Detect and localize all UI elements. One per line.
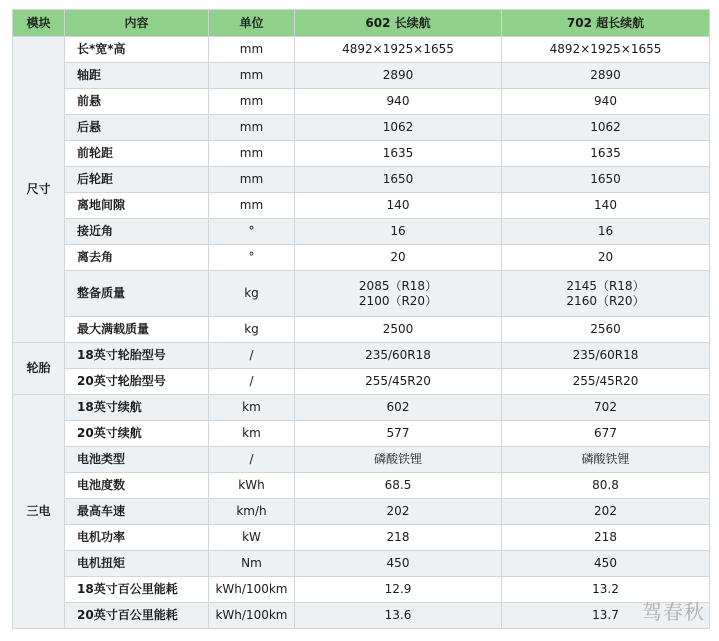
unit-cell: kg xyxy=(209,317,295,343)
table-row xyxy=(13,395,710,421)
unit-cell: km/h xyxy=(209,499,295,525)
v702-value: 2145（R18） xyxy=(566,278,645,293)
v602-value-cell xyxy=(295,271,502,317)
v702-value-cell xyxy=(502,395,710,421)
table-row xyxy=(13,499,710,525)
v702-value-cell xyxy=(502,219,710,245)
item-cell: 前轮距 xyxy=(65,141,209,167)
v602-value-cell xyxy=(295,193,502,219)
v702-value-cell xyxy=(502,577,710,603)
v602-value: 1650 xyxy=(382,172,414,186)
unit-cell: mm xyxy=(209,115,295,141)
v602-value-cell xyxy=(295,89,502,115)
unit-cell: mm xyxy=(209,193,295,219)
v702-value: 1650 xyxy=(590,172,621,186)
item-cell: 最大满载质量 xyxy=(65,317,209,343)
table-row xyxy=(13,245,710,271)
table-row xyxy=(13,37,710,63)
unit-cell: kWh/100km xyxy=(209,603,295,629)
v602-value: 1062 xyxy=(382,120,414,134)
unit-cell: / xyxy=(209,447,295,473)
table-row xyxy=(13,577,710,603)
v602-value-cell xyxy=(295,343,502,369)
item-cell: 前悬 xyxy=(65,89,209,115)
unit-cell: mm xyxy=(209,167,295,193)
v702-value: 2890 xyxy=(590,68,621,82)
item-cell: 电池类型 xyxy=(65,447,209,473)
v702-value: 235/60R18 xyxy=(572,348,639,362)
v602-value-cell xyxy=(295,369,502,395)
table-row xyxy=(13,343,710,369)
v602-value: 577 xyxy=(386,426,410,440)
v602-value-cell xyxy=(295,317,502,343)
v702-value-cell xyxy=(502,193,710,219)
v702-value: 13.7 xyxy=(592,608,619,622)
unit-cell: mm xyxy=(209,89,295,115)
unit-cell: Nm xyxy=(209,551,295,577)
v602-value-cell xyxy=(295,499,502,525)
v602-value-cell xyxy=(295,421,502,447)
v602-value-cell xyxy=(295,603,502,629)
v702-value: 255/45R20 xyxy=(572,374,639,388)
spec-table xyxy=(12,9,710,629)
v702-value-cell xyxy=(502,141,710,167)
v602-value-cell xyxy=(295,447,502,473)
v702-value: 1635 xyxy=(590,146,621,160)
table-row xyxy=(13,141,710,167)
v702-value-cell xyxy=(502,245,710,271)
v702-value: 20 xyxy=(597,250,614,264)
v602-value: 602 xyxy=(386,400,410,414)
v702-value-cell xyxy=(502,37,710,63)
v602-value: 218 xyxy=(386,530,410,544)
v602-value-cell xyxy=(295,167,502,193)
v702-value: 磷酸铁锂 xyxy=(581,452,630,466)
table-row xyxy=(13,551,710,577)
v702-value-cell xyxy=(502,89,710,115)
unit-cell: / xyxy=(209,369,295,395)
v702-value: 13.2 xyxy=(592,582,619,596)
item-cell: 18英寸轮胎型号 xyxy=(65,343,209,369)
v702-value: 218 xyxy=(594,530,617,544)
v702-value: 16 xyxy=(597,224,614,238)
header-unit: 单位 xyxy=(209,10,295,37)
v702-value: 140 xyxy=(594,198,617,212)
v602-value: 235/60R18 xyxy=(365,348,431,362)
header-row xyxy=(13,10,710,37)
v702-value: 2560 xyxy=(590,322,621,336)
v602-value: 2890 xyxy=(382,68,414,82)
item-cell: 离地间隙 xyxy=(65,193,209,219)
v702-value-cell xyxy=(502,167,710,193)
v602-value-cell xyxy=(295,63,502,89)
item-cell: 20英寸续航 xyxy=(65,421,209,447)
v602-value: 255/45R20 xyxy=(365,374,431,388)
table-row xyxy=(13,447,710,473)
item-cell: 整备质量 xyxy=(65,271,209,317)
v602-value-cell xyxy=(295,141,502,167)
v602-value: 68.5 xyxy=(384,478,412,492)
v702-value-cell xyxy=(502,369,710,395)
v602-value-cell xyxy=(295,395,502,421)
v602-value-cell xyxy=(295,245,502,271)
item-cell: 离去角 xyxy=(65,245,209,271)
v702-value-cell xyxy=(502,317,710,343)
table-row xyxy=(13,603,710,629)
item-cell: 最高车速 xyxy=(65,499,209,525)
v602-value-cell xyxy=(295,219,502,245)
v702-value-cell xyxy=(502,499,710,525)
v602-value-cell xyxy=(295,525,502,551)
v602-value-cell xyxy=(295,473,502,499)
unit-cell: kWh/100km xyxy=(209,577,295,603)
v602-value: 13.6 xyxy=(384,608,412,622)
v702-value: 2160（R20） xyxy=(566,293,645,308)
v702-value-cell xyxy=(502,447,710,473)
header-module: 模块 xyxy=(13,10,65,37)
v702-value: 450 xyxy=(594,556,617,570)
unit-cell: kWh xyxy=(209,473,295,499)
v702-value: 80.8 xyxy=(592,478,619,492)
item-cell: 20英寸轮胎型号 xyxy=(65,369,209,395)
table-row xyxy=(13,421,710,447)
v702-value: 677 xyxy=(594,426,617,440)
table-row xyxy=(13,317,710,343)
spec-body xyxy=(13,37,710,629)
unit-cell: ° xyxy=(209,245,295,271)
v602-value: 磷酸铁锂 xyxy=(373,452,422,466)
header-702: 702 超长续航 xyxy=(502,10,710,37)
unit-cell: mm xyxy=(209,63,295,89)
v602-value-cell xyxy=(295,577,502,603)
item-cell: 电机功率 xyxy=(65,525,209,551)
item-cell: 18英寸百公里能耗 xyxy=(65,577,209,603)
unit-cell: kW xyxy=(209,525,295,551)
v602-value: 4892×1925×1655 xyxy=(342,42,454,56)
v602-value: 202 xyxy=(386,504,410,518)
unit-cell: / xyxy=(209,343,295,369)
table-row xyxy=(13,271,710,317)
v702-value-cell xyxy=(502,343,710,369)
table-row xyxy=(13,525,710,551)
table-row xyxy=(13,89,710,115)
unit-cell: kg xyxy=(209,271,295,317)
header-602: 602 长续航 xyxy=(295,10,502,37)
v602-value: 12.9 xyxy=(384,582,412,596)
unit-cell: mm xyxy=(209,37,295,63)
v702-value-cell xyxy=(502,525,710,551)
watermark: 驾春秋 xyxy=(642,600,705,624)
v602-value-cell xyxy=(295,115,502,141)
item-cell: 后悬 xyxy=(65,115,209,141)
v702-value-cell xyxy=(502,115,710,141)
v702-value-cell xyxy=(502,473,710,499)
table-row xyxy=(13,473,710,499)
v602-value: 2100（R20） xyxy=(358,293,438,308)
item-cell: 20英寸百公里能耗 xyxy=(65,603,209,629)
v702-value-cell xyxy=(502,551,710,577)
item-cell: 长*宽*高 xyxy=(65,37,209,63)
v702-value: 1062 xyxy=(590,120,621,134)
v602-value-cell xyxy=(295,551,502,577)
module-cell: 三电 xyxy=(13,395,65,629)
table-row xyxy=(13,193,710,219)
table-row xyxy=(13,115,710,141)
table-row xyxy=(13,63,710,89)
table-row xyxy=(13,167,710,193)
v702-value: 940 xyxy=(594,94,617,108)
v702-value-cell xyxy=(502,271,710,317)
v702-value-cell xyxy=(502,63,710,89)
v702-value-cell xyxy=(502,421,710,447)
v602-value: 450 xyxy=(386,556,410,570)
unit-cell: mm xyxy=(209,141,295,167)
v602-value: 16 xyxy=(390,224,406,238)
v602-value: 940 xyxy=(386,94,410,108)
item-cell: 后轮距 xyxy=(65,167,209,193)
item-cell: 电池度数 xyxy=(65,473,209,499)
v702-value: 202 xyxy=(594,504,617,518)
header-item: 内容 xyxy=(65,10,209,37)
v602-value: 2085（R18） xyxy=(358,278,438,293)
unit-cell: km xyxy=(209,395,295,421)
v602-value-cell xyxy=(295,37,502,63)
v702-value: 4892×1925×1655 xyxy=(549,42,662,56)
v602-value: 1635 xyxy=(382,146,414,160)
table-row xyxy=(13,369,710,395)
item-cell: 18英寸续航 xyxy=(65,395,209,421)
unit-cell: ° xyxy=(209,219,295,245)
item-cell: 接近角 xyxy=(65,219,209,245)
v602-value: 20 xyxy=(390,250,406,264)
module-cell: 尺寸 xyxy=(13,37,65,343)
v602-value: 140 xyxy=(386,198,410,212)
v602-value: 2500 xyxy=(382,322,414,336)
module-cell: 轮胎 xyxy=(13,343,65,395)
v702-value-cell xyxy=(502,603,710,629)
v702-value: 702 xyxy=(594,400,617,414)
table-row xyxy=(13,219,710,245)
unit-cell: km xyxy=(209,421,295,447)
item-cell: 轴距 xyxy=(65,63,209,89)
item-cell: 电机扭矩 xyxy=(65,551,209,577)
